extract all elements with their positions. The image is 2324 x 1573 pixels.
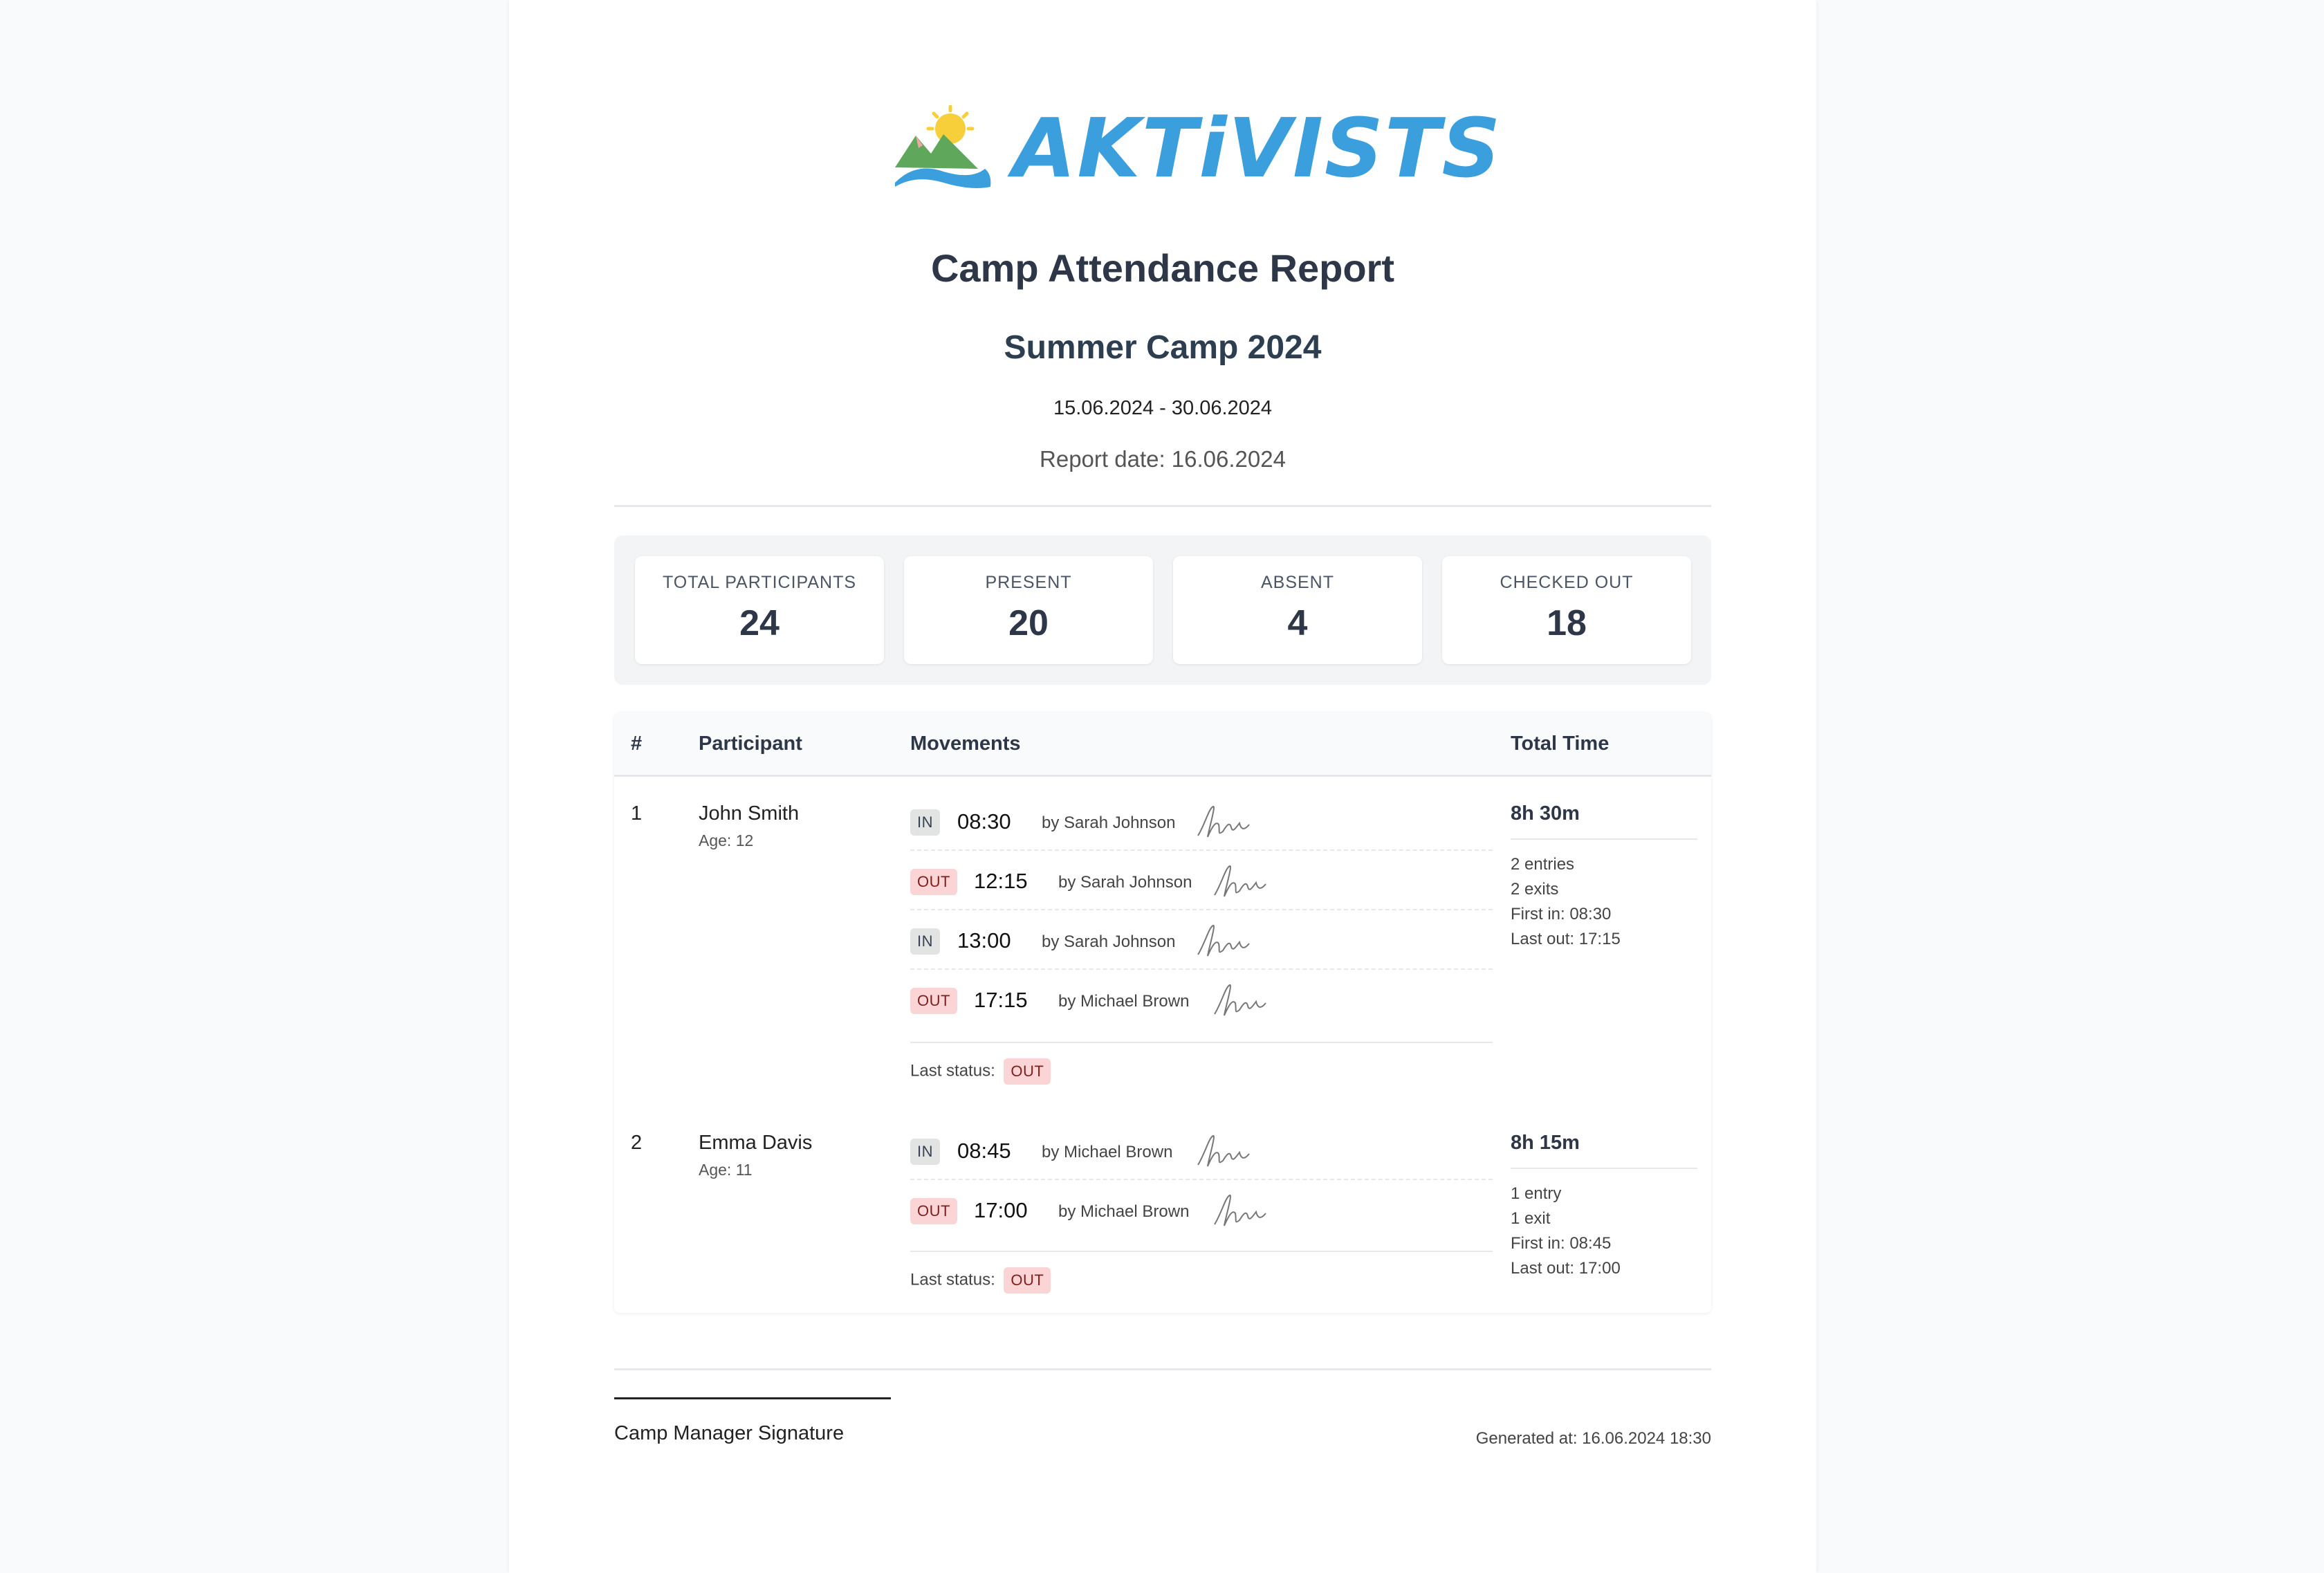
stat-label: CHECKED OUT xyxy=(1500,573,1634,592)
movement-recorded-by: by Michael Brown xyxy=(1042,1143,1173,1161)
entries-count: 2 entries xyxy=(1511,855,1575,874)
movement-entry xyxy=(910,849,1493,910)
signature-label: Camp Manager Signature xyxy=(614,1422,845,1444)
movements-divider xyxy=(910,1251,1493,1252)
stat-value: 24 xyxy=(739,603,780,643)
signature-image xyxy=(1195,923,1257,959)
movement-recorded-by: by Michael Brown xyxy=(1058,1202,1190,1221)
brand-name: AKTiVISTS xyxy=(1013,100,1502,196)
movement-time: 17:00 xyxy=(974,1198,1028,1222)
movements-divider xyxy=(910,1042,1493,1043)
mountain-sun-logo-icon xyxy=(895,105,999,188)
stat-card-absent xyxy=(1173,556,1422,664)
report-title: Camp Attendance Report xyxy=(930,246,1394,290)
movement-time: 12:15 xyxy=(974,869,1028,893)
movement-recorded-by: by Sarah Johnson xyxy=(1042,813,1176,832)
footer-divider xyxy=(614,1368,1711,1370)
movement-time: 08:45 xyxy=(957,1139,1011,1163)
first-in: First in: 08:30 xyxy=(1511,905,1612,923)
last-status-badge: OUT xyxy=(1004,1267,1051,1294)
stat-label: ABSENT xyxy=(1260,573,1335,592)
movement-entry xyxy=(910,790,1493,851)
signature-image xyxy=(1212,863,1274,899)
signature-image xyxy=(1212,1193,1274,1229)
stat-value: 4 xyxy=(1287,603,1308,643)
stat-card-present xyxy=(904,556,1153,664)
movement-recorded-by: by Sarah Johnson xyxy=(1058,873,1192,892)
participant-name: Emma Davis xyxy=(699,1132,813,1154)
movement-recorded-by: by Michael Brown xyxy=(1058,992,1190,1011)
out-badge: OUT xyxy=(910,1198,957,1224)
movement-entry xyxy=(910,968,1493,1028)
movement-entry xyxy=(910,1119,1493,1180)
last-out: Last out: 17:00 xyxy=(1511,1259,1621,1278)
total-time-cell xyxy=(1511,1132,1697,1281)
total-time: 8h 15m xyxy=(1511,1132,1697,1169)
attendance-table xyxy=(614,712,1711,1313)
movement-time: 13:00 xyxy=(957,928,1011,953)
signature-image xyxy=(1195,1133,1257,1169)
in-badge: IN xyxy=(910,1139,940,1165)
exits-count: 2 exits xyxy=(1511,880,1559,899)
col-header-participant: Participant xyxy=(699,733,802,755)
in-badge: IN xyxy=(910,928,940,955)
exits-count: 1 exit xyxy=(1511,1209,1551,1228)
row-number: 1 xyxy=(631,802,643,825)
row-number: 2 xyxy=(631,1132,643,1154)
signature-image xyxy=(1212,982,1274,1018)
report-page xyxy=(509,0,1816,1573)
entries-count: 1 entry xyxy=(1511,1184,1562,1203)
in-badge: IN xyxy=(910,809,940,836)
movement-time: 17:15 xyxy=(974,988,1028,1012)
camp-name: Summer Camp 2024 xyxy=(1004,329,1322,366)
header-divider xyxy=(614,505,1711,507)
movement-entry xyxy=(910,909,1493,970)
participant-age: Age: 11 xyxy=(699,1161,753,1179)
first-in: First in: 08:45 xyxy=(1511,1234,1612,1253)
report-date: Report date: 16.06.2024 xyxy=(1040,446,1286,472)
last-out: Last out: 17:15 xyxy=(1511,930,1621,948)
signature-image xyxy=(1195,804,1257,840)
stat-card-total xyxy=(635,556,884,664)
table-header xyxy=(614,712,1711,777)
total-time-cell xyxy=(1511,802,1697,952)
col-header-num: # xyxy=(631,733,643,755)
stat-label: PRESENT xyxy=(985,573,1072,592)
movement-entry xyxy=(910,1179,1493,1238)
total-time: 8h 30m xyxy=(1511,802,1697,840)
out-badge: OUT xyxy=(910,988,957,1014)
out-badge: OUT xyxy=(910,869,957,895)
col-header-movements: Movements xyxy=(910,733,1021,755)
last-status-label: Last status: xyxy=(910,1270,995,1289)
stat-card-checked-out xyxy=(1442,556,1691,664)
brand-logo xyxy=(614,100,1711,196)
col-header-total-time: Total Time xyxy=(1511,733,1610,755)
stat-label: TOTAL PARTICIPANTS xyxy=(662,573,857,592)
signature-line xyxy=(614,1397,891,1399)
movement-recorded-by: by Sarah Johnson xyxy=(1042,932,1176,951)
last-status xyxy=(910,1058,1051,1085)
participant-name: John Smith xyxy=(699,802,800,825)
participant-age: Age: 12 xyxy=(699,831,754,849)
last-status xyxy=(910,1267,1051,1294)
stats-panel xyxy=(614,535,1711,685)
generated-at: Generated at: 16.06.2024 18:30 xyxy=(1475,1429,1711,1448)
stat-value: 18 xyxy=(1547,603,1587,643)
movement-time: 08:30 xyxy=(957,809,1011,834)
stat-value: 20 xyxy=(1008,603,1049,643)
last-status-label: Last status: xyxy=(910,1061,995,1080)
camp-date-range: 15.06.2024 - 30.06.2024 xyxy=(1053,397,1273,419)
last-status-badge: OUT xyxy=(1004,1058,1051,1085)
